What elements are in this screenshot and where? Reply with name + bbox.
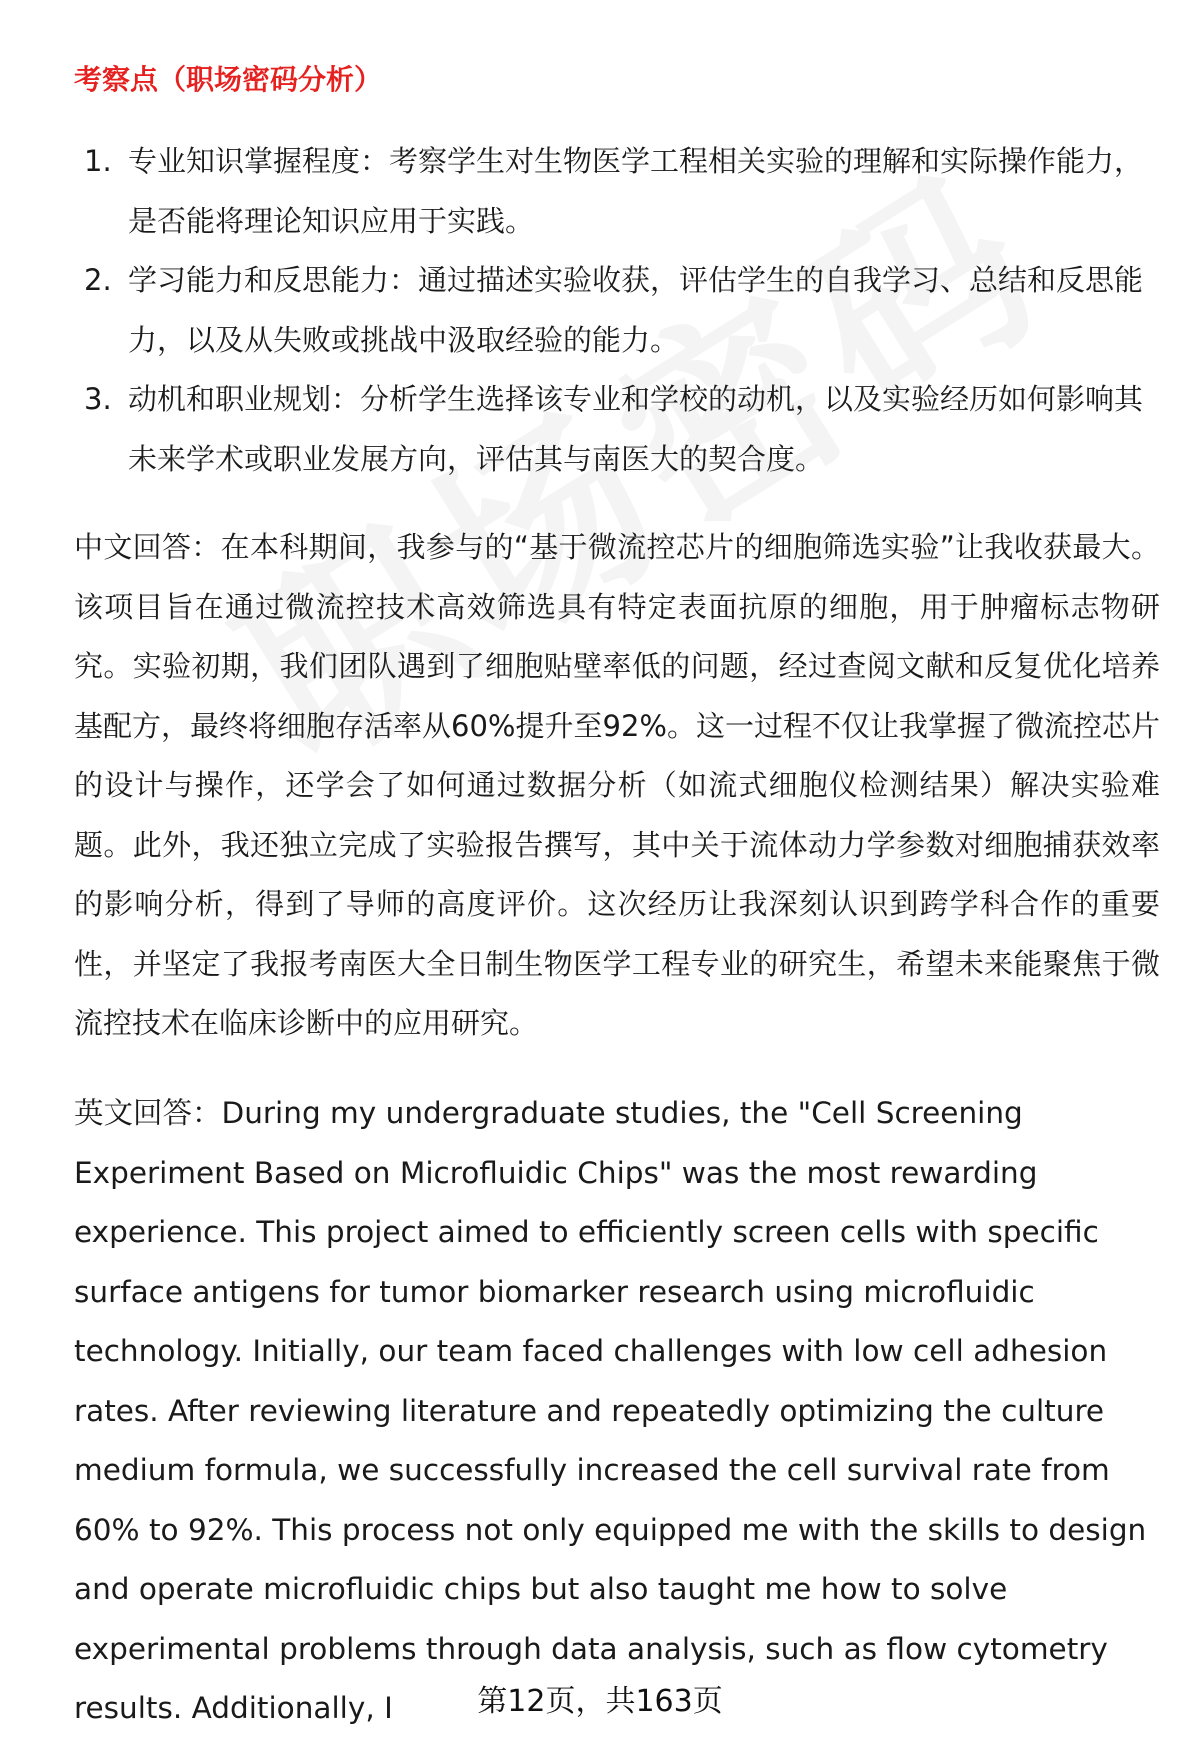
point-number: 1. xyxy=(84,144,112,178)
point-text: 学习能力和反思能力：通过描述实验收获，评估学生的自我学习、总结和反思能力，以及从失败或挑战中汲取经验的能力。 xyxy=(128,263,1144,357)
assessment-points-list xyxy=(74,132,1154,489)
english-answer-text: During my undergraduate studies, the "Cell Screening Experiment Based on Microfluidic Chips" was the most rewarding experience. This project aimed to efficiently screen cells with specific surface antigens for tumor biomarker research using microfluidic technology. Initially, our team faced challenges with low cell adhesion rates. After reviewing literature and repeatedly optimizing the culture medium formula, we successfully increased the cell survival rate from 60% to 92%. This process not only equipped me with the skills to design and operate microfluidic chips but also taught me how to solve experimental problems through data analysis, such as flow cytometry results. Additionally, I xyxy=(74,1096,1147,1725)
assessment-point xyxy=(74,370,1154,489)
section-title: 考察点（职场密码分析） xyxy=(74,63,383,96)
assessment-point xyxy=(74,132,1154,251)
chinese-answer-text: 在本科期间，我参与的“基于微流控芯片的细胞筛选实验”让我收获最大。该项目旨在通过微流控技术高效筛选具有特定表面抗原的细胞，用于肿瘤标志物研究。实验初期，我们团队遇到了细胞贴壁率低的问题，经过查阅文献和反复优化培养基配方，最终将细胞存活率从60%提升至92%。这一过程不仅让我掌握了微流控芯片的设计与操作，还学会了如何通过数据分析（如流式细胞仪检测结果）解决实验难题。此外，我还独立完成了实验报告撰写，其中关于流体动力学参数对细胞捕获效率的影响分析，得到了导师的高度评价。这次经历让我深刻认识到跨学科合作的重要性，并坚定了我报考南医大全日制生物医学工程专业的研究生，希望未来能聚焦于微流控技术在临床诊断中的应用研究。 xyxy=(74,530,1160,1040)
assessment-point xyxy=(74,251,1154,370)
english-answer-label: 英文回答： xyxy=(74,1096,222,1130)
english-answer xyxy=(74,1084,1160,1739)
point-number: 3. xyxy=(84,382,112,416)
chinese-answer xyxy=(74,518,1160,1054)
chinese-answer-label: 中文回答： xyxy=(74,530,221,564)
point-text: 专业知识掌握程度：考察学生对生物医学工程相关实验的理解和实际操作能力，是否能将理论知识应用于实践。 xyxy=(128,144,1144,238)
page-number-footer: 第12页，共163页 xyxy=(477,1684,723,1719)
point-text: 动机和职业规划：分析学生选择该专业和学校的动机，以及实验经历如何影响其未来学术或职业发展方向，评估其与南医大的契合度。 xyxy=(128,382,1144,476)
point-number: 2. xyxy=(84,263,112,297)
